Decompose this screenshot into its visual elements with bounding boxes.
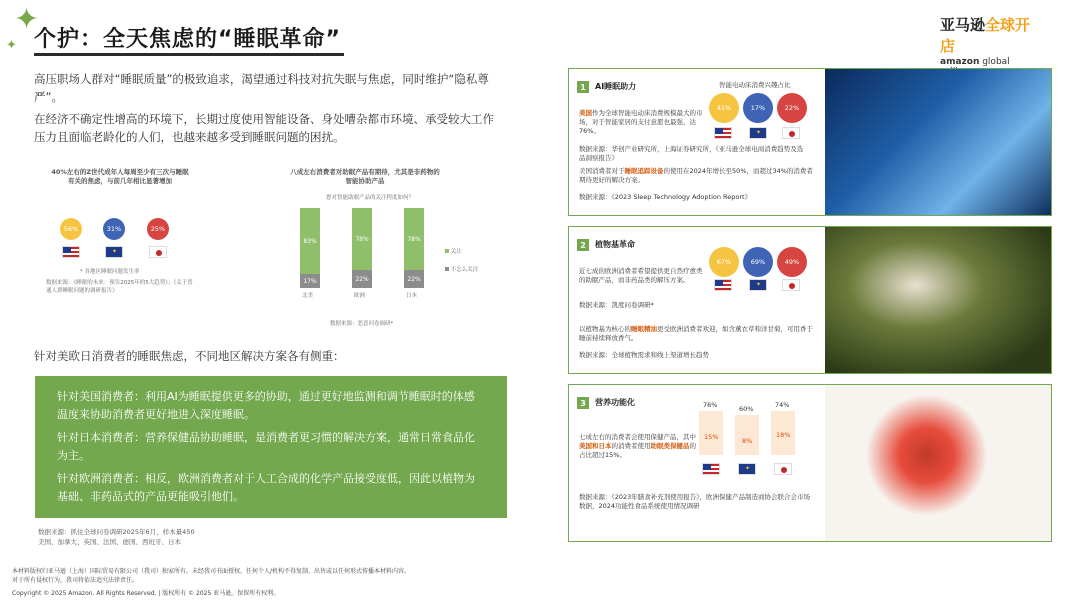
card1-source1: 数据来源：华创产业研究所，上海证券研究所，《亚马逊全球电商消费趋势及选品洞察报告》	[579, 145, 804, 162]
left-chart-source: 数据来源：《睡眠的未来：预告2025年的5大趋势》；《关于普通人群睡眠问题的调研报告》	[46, 280, 193, 294]
card2-text2-a: 以植物基为核心的	[579, 325, 631, 333]
us-flag-icon	[62, 246, 80, 258]
card-title: 植物基革命	[595, 240, 635, 249]
card3-text1-b: 的消费者使用	[611, 442, 651, 450]
eu-rate: 31%	[106, 225, 122, 233]
card2-text1: 近七成的欧洲消费者希望提供更自然疗愈类的助眠产品，而非药品类的解压方案。	[579, 267, 703, 284]
card3-text1	[579, 433, 697, 460]
card-number: 3	[577, 397, 589, 409]
page-title: 个护：全天焦虑的“睡眠革命”	[34, 27, 341, 52]
bar-不怎么关注-日本: 22%	[404, 270, 424, 288]
jp-rate-circle	[147, 218, 169, 240]
card1-text1-hl: 美国	[579, 109, 592, 117]
bar-category-label: 日本	[406, 293, 418, 299]
card1-eu-circle	[743, 93, 773, 123]
card2-jp-circle	[777, 247, 807, 277]
left-chart-title: 40%左右的Z世代成年人每周至少有三次与睡眠有关的焦虑，与前几年相比显著增加	[51, 168, 189, 185]
us-rate-circle	[60, 218, 82, 240]
footer-line-2: 对于所有侵权行为，我司将依法追究法律责任。	[12, 577, 139, 584]
card2-text2	[579, 325, 819, 343]
logo-en-a: amazon	[940, 57, 980, 67]
card2-text2-b: 更受欧洲消费者欢迎，如含薰衣草和洋甘菊，可用香于睡前持续释放香气。	[579, 325, 813, 342]
bar-chart-subtitle: 您对智能助眠产品的关注程度如何？	[325, 195, 414, 201]
card3-bar1-in: 15%	[704, 433, 719, 441]
card1-text1-body: 作为全球智能电动床消费规模最大的市场，对于智能家居的支付意愿也最强，达76%。	[579, 109, 703, 135]
card3-text1-c: 的占比超过15%。	[579, 442, 696, 459]
card1-us-value: 41%	[716, 104, 732, 112]
survey-source-2: 美国、加拿大、英国、法国、德国、西班牙、日本	[38, 538, 181, 546]
eu-flag-icon	[738, 463, 756, 475]
card3-bar2-top: 60%	[739, 405, 754, 413]
footer-copyright: Copyright © 2025 Amazon. All Rights Reserved. | 版权所有 © 2025 亚马逊。保留所有权利。	[12, 590, 280, 597]
intro-paragraph-1: 高压职场人群对“睡眠质量”的极致追求，渴望通过科技对抗失眠与焦虑，同时维护“隐私尊严”。	[34, 72, 489, 104]
card3-bar2-in: 8%	[742, 437, 753, 445]
us-flag-icon	[714, 279, 732, 291]
jp-flag-icon	[774, 463, 792, 475]
card1-text2-a: 美国消费者对于	[579, 167, 625, 175]
bar-关注-日本: 78%	[404, 208, 424, 270]
card3-bar1-top: 76%	[703, 401, 718, 409]
legend-label-focus: 关注	[450, 249, 462, 255]
card3-text1-a: 七成左右的消费者会使用保健产品，其中	[579, 433, 696, 441]
card1-text2-b: 的使用在2024年增长至50%，而超过34%的消费者期待更好的解决方案。	[579, 167, 813, 184]
solution-jp: 针对日本消费者：营养保健品协助睡眠，是消费者更习惯的解决方案，通常日常食品化为主。	[57, 431, 475, 462]
legend-label-nofocus: 不怎么关注	[450, 267, 479, 273]
us-flag-icon	[702, 463, 720, 475]
bar-不怎么关注-北美: 17%	[300, 274, 320, 288]
bar-column-2	[404, 208, 424, 288]
card2-jp-value: 49%	[784, 258, 800, 266]
logo-cn-a: 亚马逊	[940, 16, 986, 34]
jp-flag-icon	[782, 279, 800, 291]
bar-chart-plot	[290, 208, 440, 298]
legend-swatch-focus	[445, 249, 449, 253]
card1-chart-title: 智能电动床消费兴趣占比	[719, 81, 791, 89]
eu-flag-icon	[749, 127, 767, 139]
eu-rate-circle	[103, 218, 125, 240]
us-rate: 56%	[63, 225, 79, 233]
bar-chart-title: 八成左右消费者对助眠产品有期待，尤其是非药物的智能协助产品	[290, 168, 440, 185]
logo-cn-b: 全球开店	[940, 16, 1031, 55]
card-plant	[568, 226, 1052, 374]
eu-flag-icon	[105, 246, 123, 258]
card2-source2: 数据来源：全球植物需求和线上渠道增长趋势	[579, 351, 709, 359]
card2-us-value: 67%	[716, 258, 732, 266]
bar-chart-source: 数据来源：恶意问卷调研*	[330, 321, 394, 327]
card-title: 营养功能化	[595, 398, 635, 407]
card1-text2	[579, 167, 819, 185]
intro-paragraph-2: 在经济不确定性增高的环境下，长期过度使用智能设备、身处嘈杂都市环境、承受较大工作压力且面临老龄化的人们，也越来越多受到睡眠问题的困扰。	[34, 112, 494, 144]
survey-source-1: 数据来源：抓住全球问卷调研2025年6月，样本量450	[38, 528, 195, 536]
bar-不怎么关注-欧洲: 22%	[352, 270, 372, 288]
card2-source1: 数据来源：凯度问卷调研*	[579, 301, 654, 309]
eu-flag-icon	[749, 279, 767, 291]
bar-column-0	[300, 208, 320, 288]
card3-bar3-in: 18%	[776, 431, 791, 439]
card-ai-sleep	[568, 68, 1052, 216]
bar-category-label: 北美	[302, 293, 314, 299]
footer-line-1: 本材料版权归亚马逊（上海）国际贸易有限公司（我司）独家所有。未经我司书面授权，任何个人/机构不得复制、出售或以任何形式传播本材料内容。	[12, 568, 411, 575]
card1-text2-hl: 睡眠追踪设备	[624, 167, 664, 175]
bar-关注-北美: 83%	[300, 208, 320, 274]
bar-column-1	[352, 208, 372, 288]
card-number: 1	[577, 81, 589, 93]
legend-item-nofocus	[445, 266, 478, 274]
solutions-box	[35, 376, 507, 518]
legend-swatch-nofocus	[445, 267, 449, 271]
card1-jp-circle	[777, 93, 807, 123]
card3-bar3-top: 74%	[775, 401, 790, 409]
card2-eu-circle	[743, 247, 773, 277]
supplement-foods-image	[825, 385, 1051, 541]
card3-text1-hl2: 助眠类保健品	[650, 442, 690, 450]
card2-eu-value: 69%	[750, 258, 766, 266]
card1-jp-value: 22%	[784, 104, 800, 112]
card3-text1-hl: 美国和日本	[579, 442, 612, 450]
solution-eu: 针对欧洲消费者：相反，欧洲消费者对于人工合成的化学产品接受度低，因此以植物为基础、非药品式的产品更能吸引他们。	[57, 472, 475, 503]
section2-heading: 针对美欧日消费者的睡眠焦虑，不同地区解决方案各有侧重：	[34, 349, 345, 363]
legend-item-focus	[445, 248, 462, 256]
sparkle-icon: ✦	[14, 2, 40, 37]
sparkle-small-icon: ✦	[6, 38, 17, 53]
jp-flag-icon	[149, 246, 167, 258]
left-chart-note: * 各地区睡眠问题发生率	[80, 269, 140, 275]
card3-bar2	[735, 415, 759, 455]
logo-en-b: global	[982, 57, 1010, 67]
us-flag-icon	[714, 127, 732, 139]
card2-us-circle	[709, 247, 739, 277]
jp-rate: 25%	[150, 225, 166, 233]
card1-us-circle	[709, 93, 739, 123]
solution-us: 针对美国消费者：利用AI为睡眠提供更多的协助，通过更好地监测和调节睡眠时的体感温度来协助消费者更好地进入深度睡眠。	[57, 390, 475, 421]
card2-text2-hl: 睡眠精油	[631, 325, 657, 333]
bar-关注-欧洲: 78%	[352, 208, 372, 270]
ai-bed-image	[825, 69, 1051, 215]
bar-category-label: 欧洲	[354, 293, 366, 299]
card-title: AI睡眠助力	[595, 82, 637, 91]
card1-source2: 数据来源：《2023 Sleep Technology Adoption Report》	[579, 193, 752, 201]
card-number: 2	[577, 239, 589, 251]
card1-eu-value: 17%	[750, 104, 766, 112]
title-underline	[34, 53, 344, 56]
card1-text1	[579, 109, 704, 136]
plant-essential-oil-image	[825, 227, 1051, 373]
card3-source: 数据来源：《2023年膳食补充剂使用报告》，欧洲保健产品制造商协会联合会市场数据，2024功能性食品系统使用情况调研	[579, 493, 811, 510]
jp-flag-icon	[782, 127, 800, 139]
card-nutrition	[568, 384, 1052, 542]
